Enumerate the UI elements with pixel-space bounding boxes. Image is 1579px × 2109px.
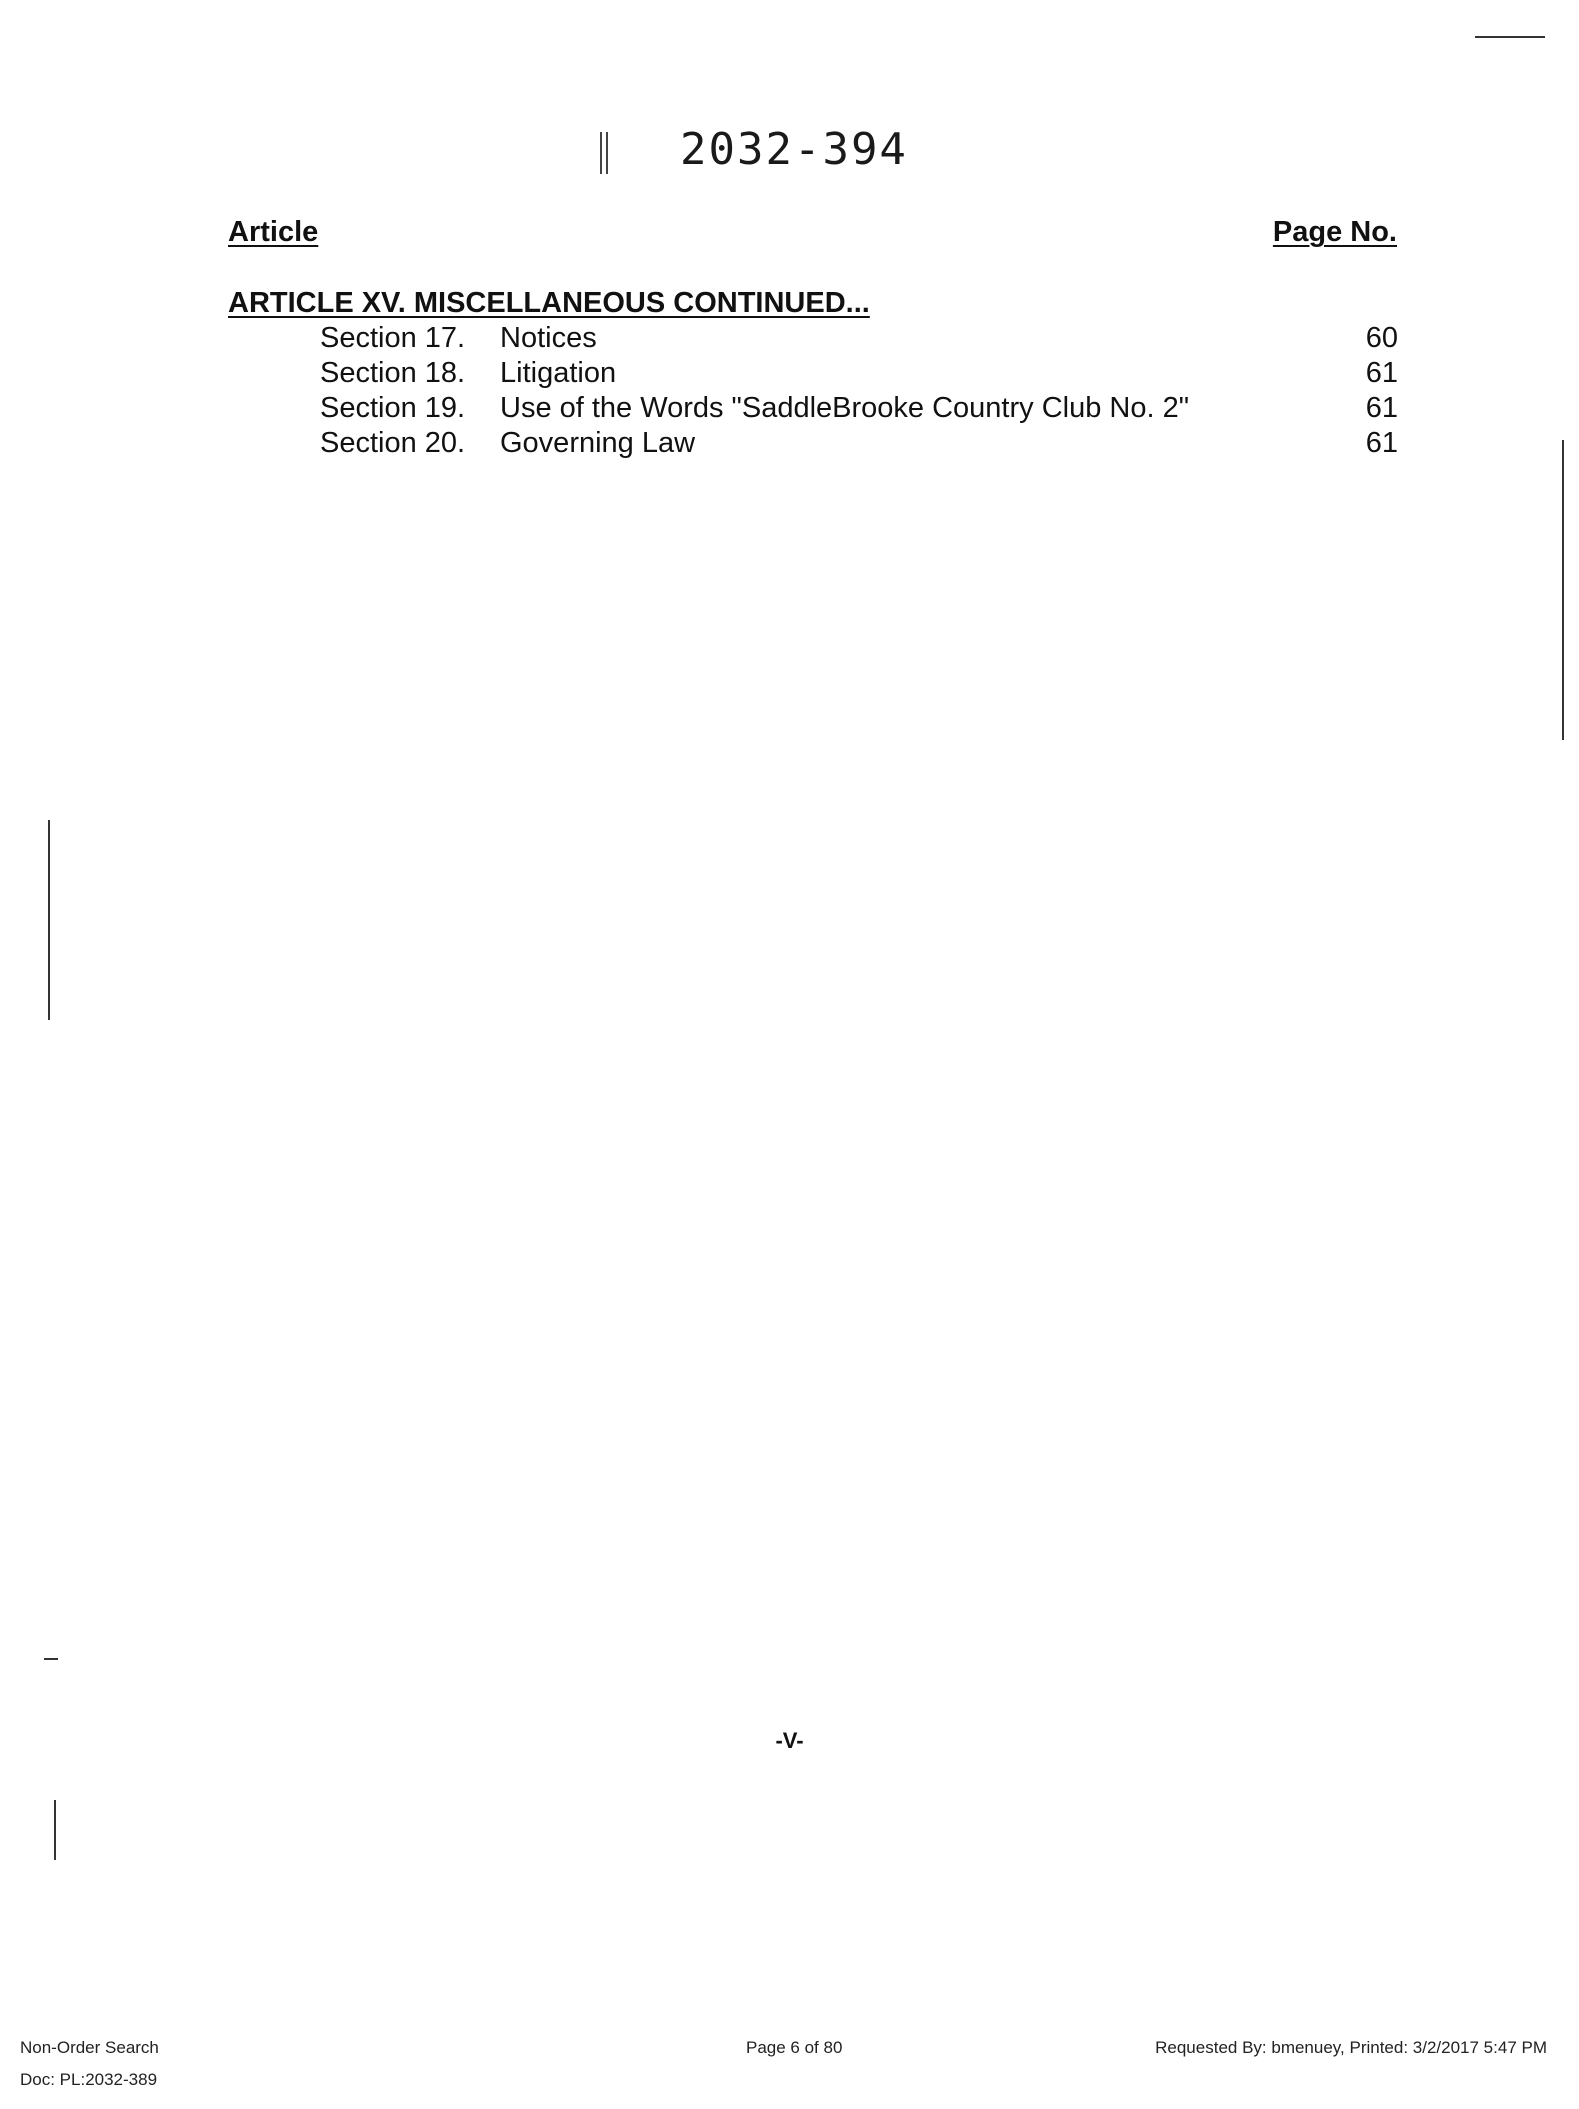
scan-artifact: [1562, 440, 1564, 740]
footer-search-type: Non-Order Search: [20, 2038, 159, 2057]
footer-requested-by: Requested By: bmenuey, Printed: 3/2/2017 5:47 PM: [1155, 2038, 1547, 2057]
table-of-contents: [320, 322, 1398, 462]
document-number: 2032-394: [680, 124, 908, 175]
article-title: ARTICLE XV. MISCELLANEOUS CONTINUED...: [228, 287, 870, 319]
section-number: Section 17.: [320, 322, 466, 354]
scan-artifact: [48, 820, 50, 1020]
footer-doc-id: Doc: PL:2032-389: [20, 2070, 158, 2089]
scan-artifact: [44, 1658, 58, 1660]
section-title: Notices: [500, 322, 597, 354]
section-number: Section 18.: [320, 357, 466, 389]
section-page: 61: [1365, 427, 1398, 459]
section-number: Section 19.: [320, 392, 466, 424]
article-column-header: Article: [228, 216, 319, 248]
toc-row: [320, 322, 1398, 357]
section-title: Use of the Words "SaddleBrooke Country Club No. 2": [500, 392, 1190, 424]
scan-artifact: [54, 1800, 56, 1860]
footer-page-count: Page 6 of 80: [746, 2038, 843, 2057]
section-title: Litigation: [500, 357, 617, 389]
scan-artifact: [1475, 36, 1545, 38]
section-page: 61: [1365, 357, 1398, 389]
section-title: Governing Law: [500, 427, 696, 459]
toc-row: [320, 392, 1398, 427]
page-marker: -V-: [775, 1728, 804, 1753]
toc-row: [320, 357, 1398, 392]
doc-number-mark: [600, 132, 608, 174]
toc-row: [320, 427, 1398, 462]
section-page: 60: [1365, 322, 1398, 354]
section-page: 61: [1365, 392, 1398, 424]
section-number: Section 20.: [320, 427, 466, 459]
page-number-column-header: Page No.: [1272, 216, 1397, 248]
